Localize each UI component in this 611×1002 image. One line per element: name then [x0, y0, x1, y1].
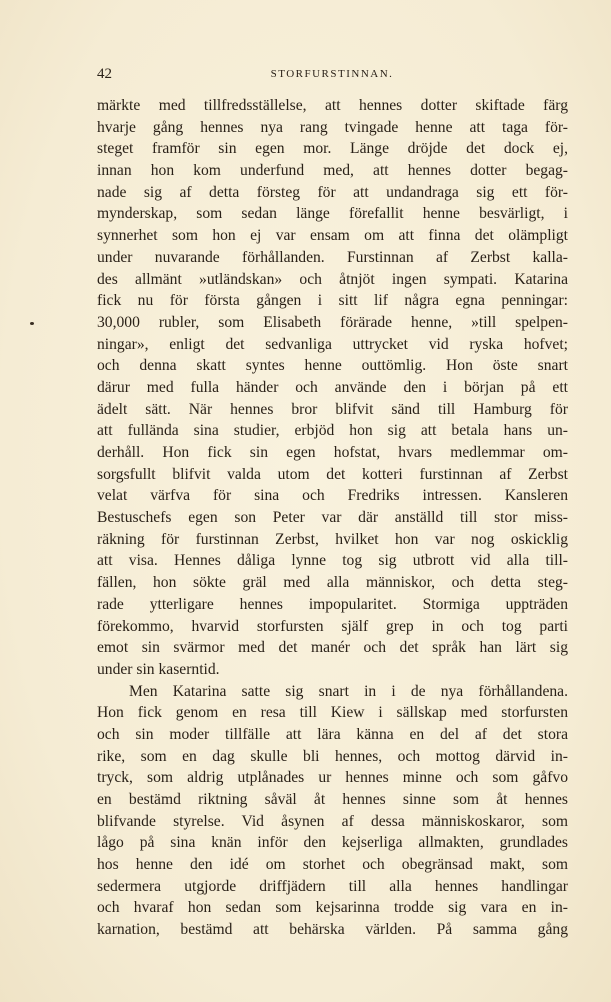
text-line: räkning för furstinnan Zerbst, hvilket hon var nog oskicklig	[97, 530, 568, 548]
text-line: under nuvarande förhållanden. Furstinnan af Zerbst kalla-	[97, 248, 568, 266]
text-line: velat värfva för sina och Fredriks intressen. Kansleren	[97, 487, 568, 505]
text-line: rike, som en dag skulle bli hennes, och mottog därvid in-	[97, 747, 568, 765]
text-line: att fullända sina studier, erbjöd hon sig att betala hans un-	[97, 422, 568, 440]
page-number: 42	[97, 66, 112, 82]
text-line: och sin moder tillfälle att lära känna en del af det stora	[97, 725, 568, 743]
text-line: Bestuschefs egen son Peter var där anställd till stor miss-	[97, 509, 568, 527]
body-text	[97, 95, 568, 941]
text-line: att visa. Hennes dåliga lynne tog sig utbrott vid alla till-	[97, 552, 568, 570]
running-title: STORFURSTINNAN.	[270, 68, 394, 80]
text-line: des allmänt »utländskan» och åtnjöt ingen sympati. Katarina	[97, 270, 568, 288]
text-line: Hon fick genom en resa till Kiew i sällskap med storfursten	[97, 704, 568, 722]
text-line: rade ytterligare hennes impopularitet. Stormiga uppträden	[97, 595, 568, 613]
text-line: hos henne den idé om storhet och obegränsad makt, som	[97, 856, 568, 874]
text-line: ädelt sätt. När hennes bror blifvit sänd till Hamburg för	[97, 400, 568, 418]
text-line: blifvande styrelse. Vid åsynen af dessa människoskaror, som	[97, 812, 568, 830]
text-line: derhåll. Hon fick sin egen hofstat, hvars medlemmar om-	[97, 444, 568, 461]
text-line: nade sig af detta försteg för att undandraga sig ett för-	[97, 183, 568, 201]
text-line: karnation, bestämd att behärska världen. På samma gång	[97, 921, 568, 939]
text-line: förekommo, hvarvid storfursten själf grep in och tog parti	[97, 617, 568, 635]
text-line: sorgsfullt blifvit valda utom det kotteri furstinnan af Zerbst	[97, 465, 568, 483]
text-line: innan hon kom underfund med, att hennes dotter begag-	[97, 162, 568, 180]
text-line: märkte med tillfredsställelse, att hennes dotter skiftade färg	[97, 97, 568, 114]
text-line: och denna skatt syntes henne outtömlig. Hon öste snart	[97, 357, 568, 375]
paragraph-start-line: Men Katarina satte sig snart in i de nya förhållandena.	[129, 682, 568, 700]
text-line: lågo på sina knän inför den kejserliga allmakten, grundlades	[97, 834, 568, 852]
text-line: synnerhet som hon ej var ensam om att finna det olämpligt	[97, 227, 568, 245]
margin-mark	[30, 322, 34, 325]
text-line: fällen, hon sökte gräl med alla människor, och detta steg-	[97, 574, 568, 592]
text-line: 30,000 rubler, som Elisabeth förärade henne, »till spelpen-	[97, 313, 568, 331]
paragraph-end-line: under sin kaserntid.	[97, 660, 220, 678]
page-header	[97, 66, 567, 86]
text-line: därur med fulla händer och använde den i början på ett	[97, 378, 568, 396]
text-line: steget framför sin egen mor. Länge dröjde det dock ej,	[97, 140, 568, 158]
text-line: och hvaraf hon sedan som kejsarinna trodde sig vara en in-	[97, 899, 568, 917]
text-line: fick nu för första gången i sitt lif några egna penningar:	[97, 292, 568, 310]
text-line: hvarje gång hennes nya rang tvingade henne att taga för-	[97, 118, 568, 136]
text-line: tryck, som aldrig utplånades ur hennes minne och som gåfvo	[97, 769, 568, 787]
text-line: emot sin svärmor med det manér och det språk han lärt sig	[97, 639, 568, 657]
text-line: sedermera utgjorde driffjädern till alla hennes handlingar	[97, 877, 568, 895]
text-line: en bestämd riktning såväl åt hennes sinne som åt hennes	[97, 791, 568, 808]
text-line: mynderskap, som sedan länge förefallit henne besvärligt, i	[97, 205, 568, 223]
text-line: ningar», enligt det sedvanliga uttrycket vid ryska hofvet;	[97, 335, 568, 353]
